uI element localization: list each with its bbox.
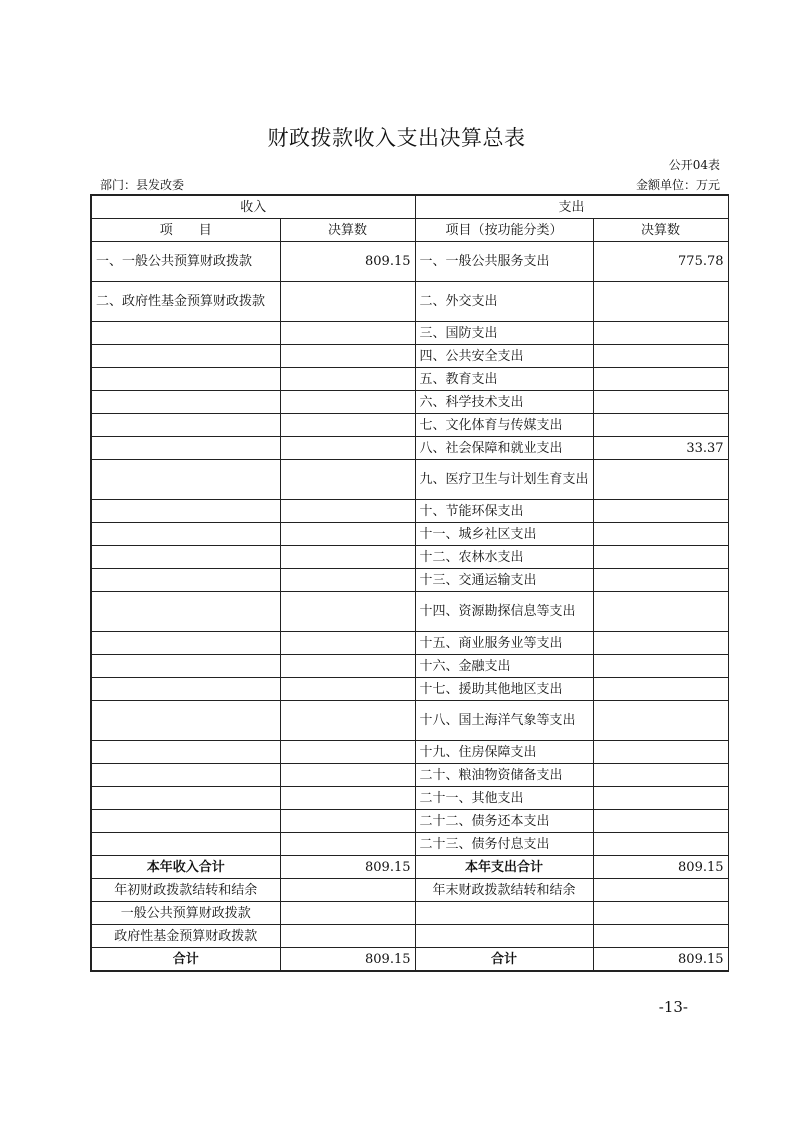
table-row — [91, 345, 728, 368]
expense-amount-header: 决算数 — [593, 219, 728, 242]
table-row — [91, 810, 728, 833]
general-budget-exp-value — [593, 902, 728, 925]
expense-amount-cell — [593, 592, 728, 632]
general-budget-label: 一般公共预算财政拨款 — [91, 902, 280, 925]
begin-carryover-value — [280, 879, 415, 902]
income-amount-cell — [280, 678, 415, 701]
income-item-cell — [91, 460, 280, 500]
expense-amount-cell — [593, 391, 728, 414]
table-row — [91, 368, 728, 391]
table-row — [91, 787, 728, 810]
income-amount-cell — [280, 764, 415, 787]
expense-item-cell: 十三、交通运输支出 — [415, 569, 593, 592]
income-amount-cell — [280, 523, 415, 546]
income-amount-cell — [280, 391, 415, 414]
table-row — [91, 546, 728, 569]
table-row — [91, 282, 728, 322]
expense-amount-cell — [593, 764, 728, 787]
expense-amount-cell — [593, 546, 728, 569]
table-row — [91, 242, 728, 282]
income-item-cell — [91, 500, 280, 523]
year-total-row — [91, 856, 728, 879]
income-amount-cell — [280, 345, 415, 368]
expense-amount-cell — [593, 523, 728, 546]
year-income-value: 809.15 — [280, 856, 415, 879]
income-amount-cell — [280, 500, 415, 523]
expense-item-cell: 十六、金融支出 — [415, 655, 593, 678]
general-budget-value — [280, 902, 415, 925]
income-item-cell — [91, 437, 280, 460]
income-item-cell: 二、政府性基金预算财政拨款 — [91, 282, 280, 322]
expense-item-cell: 二十三、债务付息支出 — [415, 833, 593, 856]
expense-item-cell: 二、外交支出 — [415, 282, 593, 322]
expense-amount-cell — [593, 787, 728, 810]
income-item-cell — [91, 632, 280, 655]
income-amount-cell — [280, 701, 415, 741]
page-number: -13- — [658, 998, 688, 1016]
header-row-main — [91, 195, 728, 219]
income-item-cell: 一、一般公共预算财政拨款 — [91, 242, 280, 282]
income-amount-cell — [280, 741, 415, 764]
expense-amount-cell: 33.37 — [593, 437, 728, 460]
income-amount-cell: 809.15 — [280, 242, 415, 282]
expense-item-cell: 十四、资源勘探信息等支出 — [415, 592, 593, 632]
header-row-sub — [91, 219, 728, 242]
income-item-cell — [91, 592, 280, 632]
department-label: 部门：县发改委 — [100, 178, 185, 192]
expense-amount-cell — [593, 701, 728, 741]
income-item-cell — [91, 764, 280, 787]
income-amount-cell — [280, 833, 415, 856]
expense-item-cell: 十九、住房保障支出 — [415, 741, 593, 764]
finance-table — [90, 194, 729, 972]
expense-item-cell: 二十二、债务还本支出 — [415, 810, 593, 833]
table-row — [91, 437, 728, 460]
expense-amount-cell — [593, 569, 728, 592]
end-carryover-value — [593, 879, 728, 902]
income-item-cell — [91, 368, 280, 391]
expense-item-cell: 十二、农林水支出 — [415, 546, 593, 569]
form-number: 公开04表 — [668, 158, 720, 172]
table-row — [91, 414, 728, 437]
income-item-cell — [91, 414, 280, 437]
expense-amount-cell — [593, 500, 728, 523]
income-amount-cell — [280, 569, 415, 592]
general-budget-exp — [415, 902, 593, 925]
income-amount-cell — [280, 460, 415, 500]
income-amount-cell — [280, 810, 415, 833]
expense-item-cell: 十、节能环保支出 — [415, 500, 593, 523]
expense-amount-cell — [593, 368, 728, 391]
expense-header: 支出 — [415, 195, 728, 219]
general-budget-row — [91, 902, 728, 925]
income-item-cell — [91, 701, 280, 741]
year-expense-value: 809.15 — [593, 856, 728, 879]
income-item-cell — [91, 546, 280, 569]
expense-item-header: 项目（按功能分类） — [415, 219, 593, 242]
grand-total-income-label: 合计 — [91, 948, 280, 972]
income-item-cell — [91, 833, 280, 856]
table-row — [91, 741, 728, 764]
expense-item-cell: 一、一般公共服务支出 — [415, 242, 593, 282]
expense-item-cell: 九、医疗卫生与计划生育支出 — [415, 460, 593, 500]
table-row — [91, 678, 728, 701]
expense-item-cell: 十七、援助其他地区支出 — [415, 678, 593, 701]
income-amount-cell — [280, 655, 415, 678]
expense-item-cell: 七、文化体育与传媒支出 — [415, 414, 593, 437]
income-amount-cell — [280, 632, 415, 655]
table-row — [91, 322, 728, 345]
expense-amount-cell — [593, 282, 728, 322]
table-row — [91, 460, 728, 500]
expense-item-cell: 二十一、其他支出 — [415, 787, 593, 810]
income-item-cell — [91, 569, 280, 592]
expense-amount-cell — [593, 833, 728, 856]
income-amount-cell — [280, 368, 415, 391]
income-amount-cell — [280, 787, 415, 810]
expense-item-cell: 四、公共安全支出 — [415, 345, 593, 368]
income-amount-cell — [280, 592, 415, 632]
expense-amount-cell: 775.78 — [593, 242, 728, 282]
expense-item-cell: 十一、城乡社区支出 — [415, 523, 593, 546]
table-row — [91, 391, 728, 414]
expense-amount-cell — [593, 632, 728, 655]
end-carryover-label: 年末财政拨款结转和结余 — [415, 879, 593, 902]
fund-budget-label: 政府性基金预算财政拨款 — [91, 925, 280, 948]
expense-item-cell: 十八、国土海洋气象等支出 — [415, 701, 593, 741]
fund-budget-exp-value — [593, 925, 728, 948]
carryover-row — [91, 879, 728, 902]
income-header: 收入 — [91, 195, 415, 219]
income-amount-cell — [280, 282, 415, 322]
income-item-cell — [91, 678, 280, 701]
income-item-cell — [91, 345, 280, 368]
expense-amount-cell — [593, 322, 728, 345]
table-row — [91, 764, 728, 787]
grand-total-row — [91, 948, 728, 972]
income-item-cell — [91, 523, 280, 546]
expense-item-cell: 五、教育支出 — [415, 368, 593, 391]
expense-amount-cell — [593, 655, 728, 678]
income-item-cell — [91, 741, 280, 764]
fund-budget-row — [91, 925, 728, 948]
income-item-cell — [91, 810, 280, 833]
grand-total-income-value: 809.15 — [280, 948, 415, 972]
expense-amount-cell — [593, 345, 728, 368]
year-expense-label: 本年支出合计 — [415, 856, 593, 879]
unit-label: 金额单位：万元 — [635, 178, 720, 192]
table-row — [91, 655, 728, 678]
expense-amount-cell — [593, 678, 728, 701]
expense-item-cell: 十五、商业服务业等支出 — [415, 632, 593, 655]
begin-carryover-label: 年初财政拨款结转和结余 — [91, 879, 280, 902]
income-amount-header: 决算数 — [280, 219, 415, 242]
income-amount-cell — [280, 414, 415, 437]
table-row — [91, 592, 728, 632]
fund-budget-value — [280, 925, 415, 948]
expense-item-cell: 六、科学技术支出 — [415, 391, 593, 414]
expense-amount-cell — [593, 810, 728, 833]
expense-item-cell: 二十、粮油物资储备支出 — [415, 764, 593, 787]
fund-budget-exp — [415, 925, 593, 948]
page-title: 财政拨款收入支出决算总表 — [267, 126, 526, 150]
income-amount-cell — [280, 546, 415, 569]
grand-total-expense-value: 809.15 — [593, 948, 728, 972]
income-item-cell — [91, 787, 280, 810]
income-item-cell — [91, 391, 280, 414]
income-item-cell — [91, 322, 280, 345]
income-amount-cell — [280, 322, 415, 345]
expense-amount-cell — [593, 414, 728, 437]
table-row — [91, 523, 728, 546]
table-row — [91, 701, 728, 741]
expense-item-cell: 三、国防支出 — [415, 322, 593, 345]
expense-amount-cell — [593, 460, 728, 500]
table-row — [91, 500, 728, 523]
income-amount-cell — [280, 437, 415, 460]
income-item-cell — [91, 655, 280, 678]
income-item-header: 项 目 — [91, 219, 280, 242]
expense-item-cell: 八、社会保障和就业支出 — [415, 437, 593, 460]
table-row — [91, 632, 728, 655]
expense-amount-cell — [593, 741, 728, 764]
table-row — [91, 569, 728, 592]
year-income-label: 本年收入合计 — [91, 856, 280, 879]
grand-total-expense-label: 合计 — [415, 948, 593, 972]
table-row — [91, 833, 728, 856]
